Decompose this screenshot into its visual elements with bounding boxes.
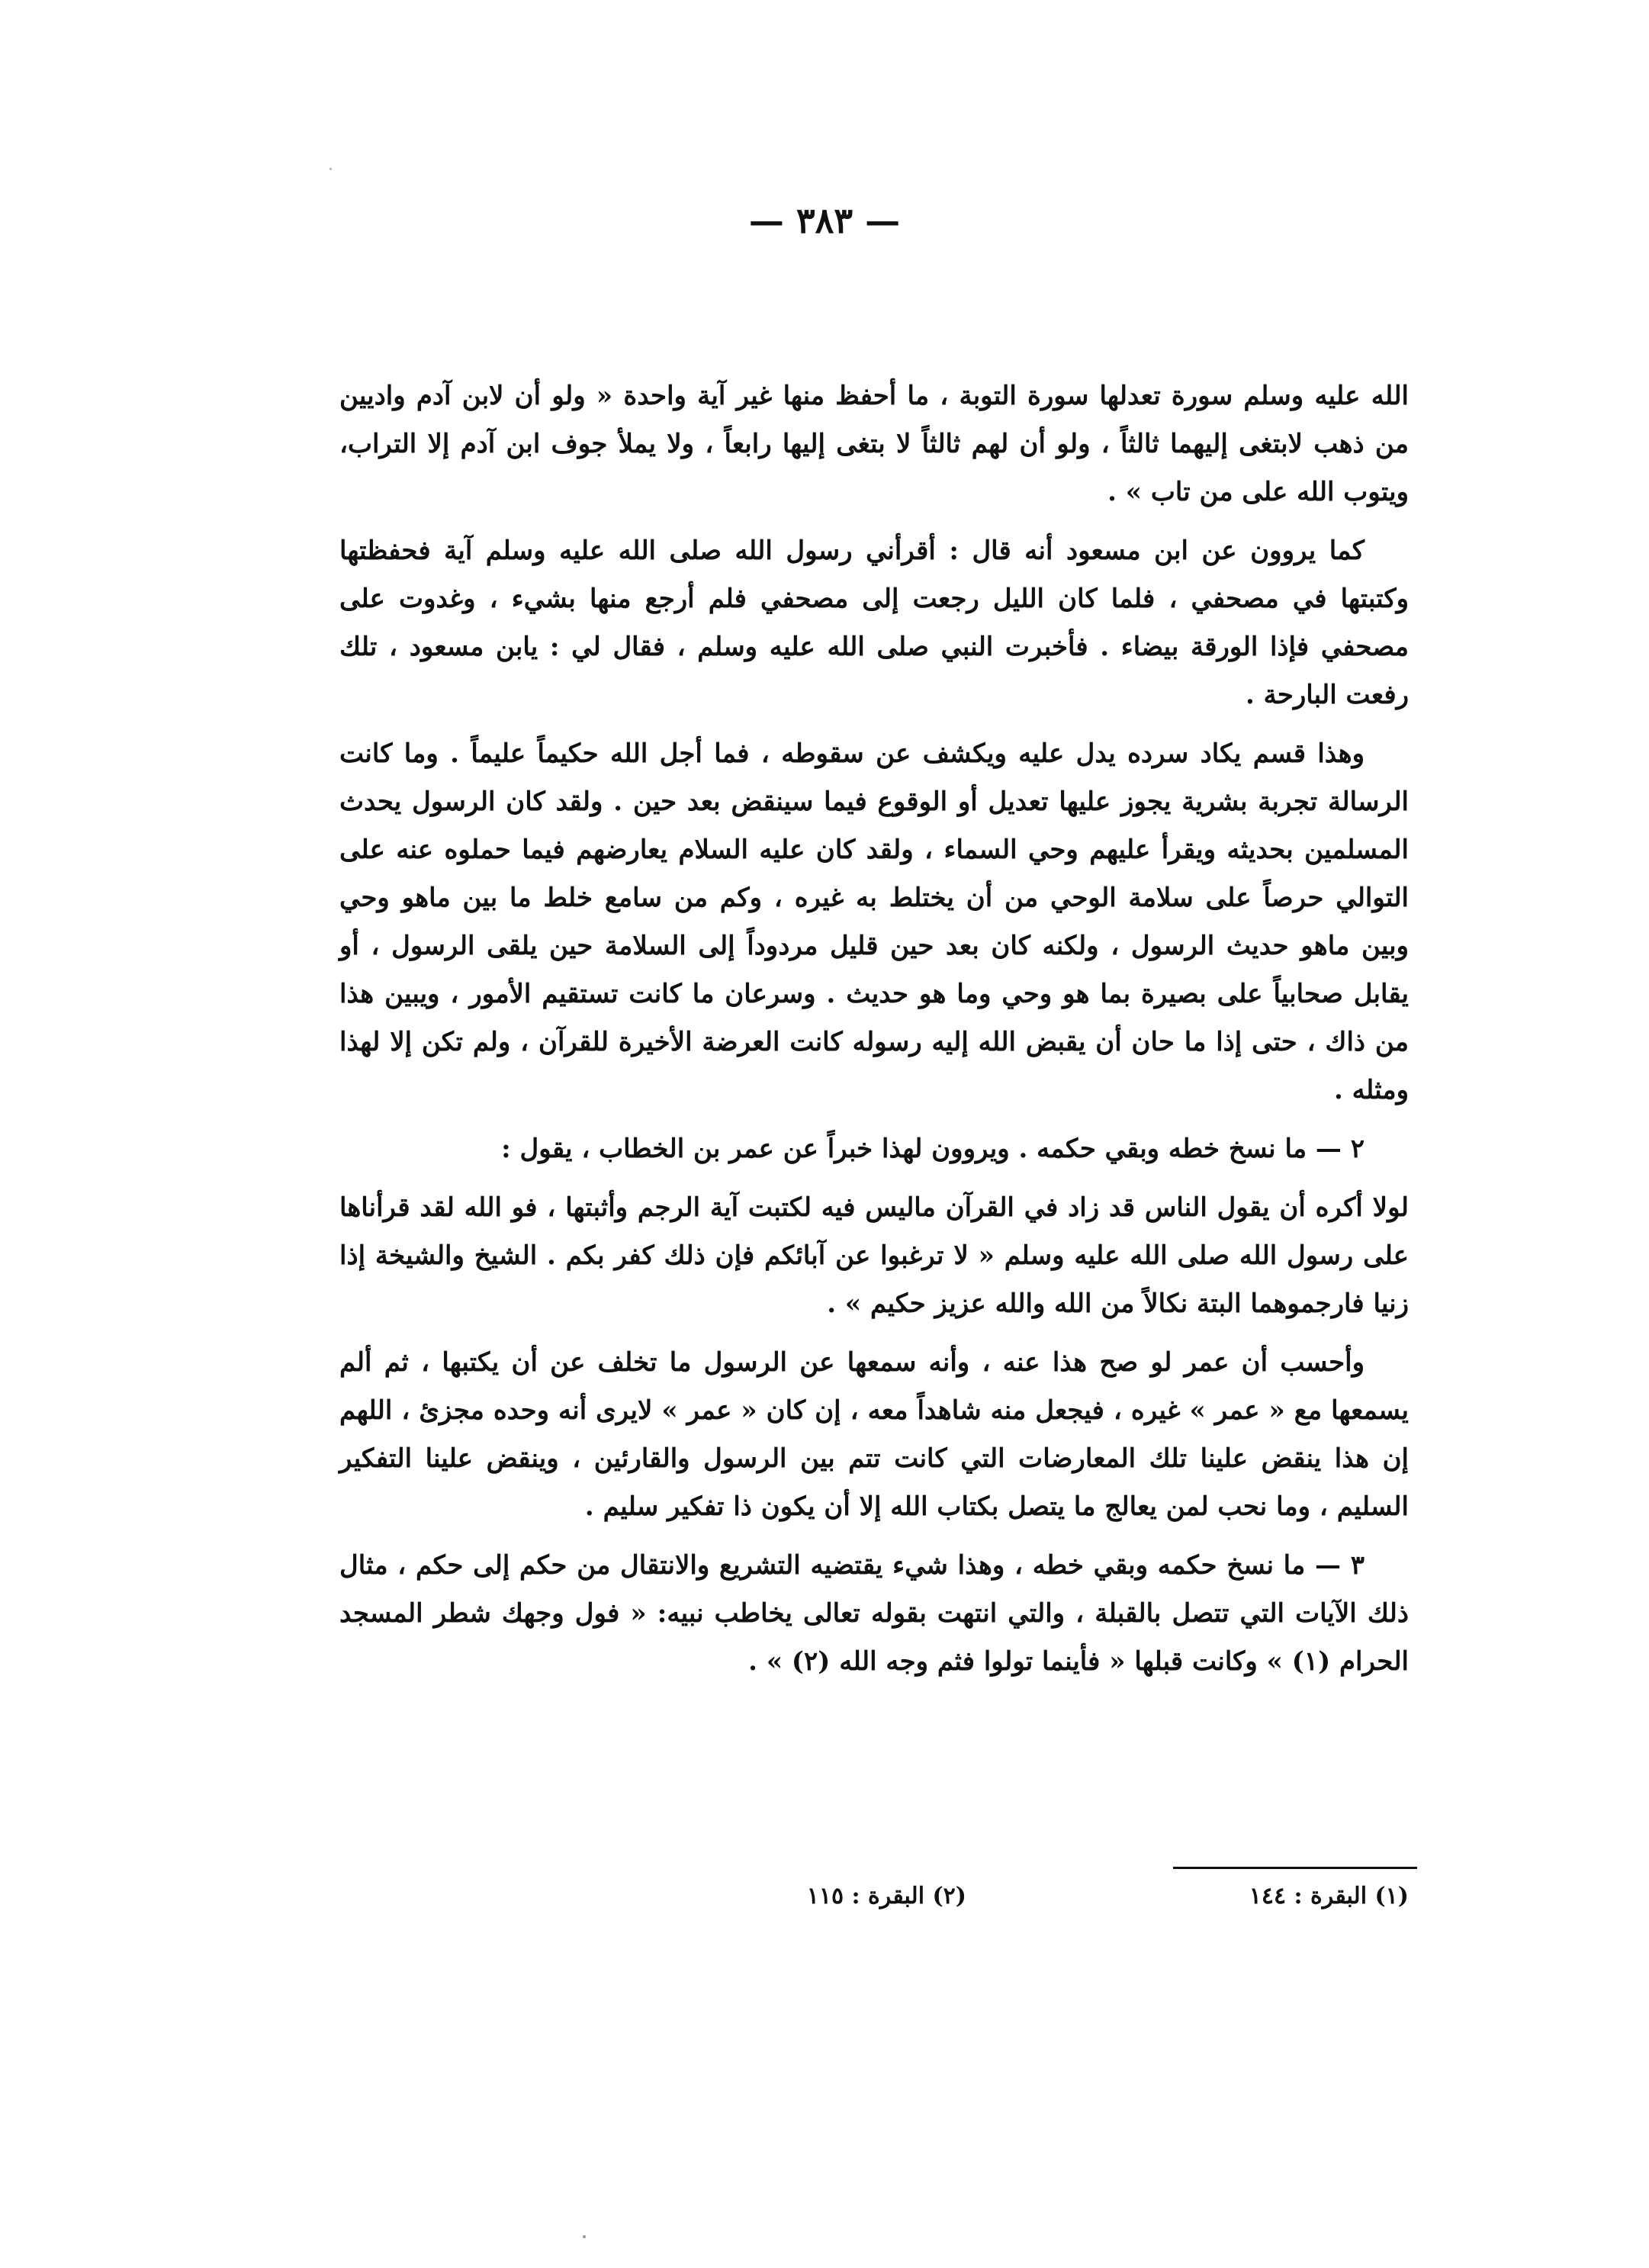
paragraph-umar-commentary: وأحسب أن عمر لو صح هذا عنه ، وأنه سمعها عن الرسول ما تخلف عن أن يكتبها ، ثم ألم يسمعها مع « عمر » غيره ، فيجعل منه شاهداً معه ، إن كان « عمر » لايرى أنه وحده مجزئ ، اللهم إن هذا ينقض علينا تلك المعارضات التي كانت تتم بين الرسول والقارئين ، وينقض علينا التفكير السليم ، وما نحب لمن يعالج ما يتصل بكتاب الله إلا أن يكون ذا تفكير سليم .: [339, 1347, 1409, 1522]
paragraph-commentary: وهذا قسم يكاد سرده يدل عليه ويكشف عن سقوطه ، فما أجل الله حكيماً عليماً . وما كانت الرسالة تجربة بشرية يجوز عليها تعديل أو الوقوع فيما سينقض بعد حين . ولقد كان الرسول يحدث المسلمين بحديثه ويقرأ عليهم وحي السماء ، ولقد كان عليه السلام يعارضهم فيما حملوه عنه على التوالي حرصاً على سلامة الوحي من أن يختلط به غيره ، وكم من سامع خلط ما بين ماهو وحي وبين ماهو حديث الرسول ، ولكنه كان بعد حين قليل مردوداً إلى السلامة حين يلقى الرسول ، أو يقابل صحابياً على بصيرة بما هو وحي وما هو حديث . وسرعان ما كانت تستقيم الأمور ، ويبين هذا من ذاك ، حتى إذا ما حان أن يقبض الله إليه رسوله كانت العرضة الأخيرة للقرآن ، ولم تكن إلا لهذا ومثله .: [339, 738, 1409, 1105]
paragraph-section-3: ٣ — ما نسخ حكمه وبقي خطه ، وهذا شيء يقتضيه التشريع والانتقال من حكم إلى حكم ، مثال ذلك الآيات التي تتصل بالقبلة ، والتي انتهت بقوله تعالى يخاطب نبيه: « فول وجهك شطر المسجد الحرام (١) » وكانت قبلها « فأينما تولوا فثم وجه الله (٢) » .: [339, 1550, 1409, 1677]
paragraph-umar-quote: لولا أكره أن يقول الناس قد زاد في القرآن ماليس فيه لكتبت آية الرجم وأثبتها ، فو الله لقد قرأناها على رسول الله صلى الله عليه وسلم « لا ترغبوا عن آبائكم فإن ذلك كفر بكم . الشيخ والشيخة إذا زنيا فارجموهما البتة نكالاً من الله والله عزيز حكيم » .: [339, 1192, 1409, 1319]
page-number: — ٣٨٣ —: [748, 200, 901, 241]
footnote-2: (٢) البقرة : ١١٥: [806, 1883, 966, 1909]
footnote-divider: [1173, 1867, 1417, 1869]
footnote-1: (١) البقرة : ١٤٤: [1249, 1883, 1409, 1909]
scan-speck: [583, 2235, 586, 2238]
body-text: [339, 372, 1409, 1697]
paragraph-section-2-heading: ٢ — ما نسخ خطه وبقي حكمه . ويروون لهذا خبراً عن عمر بن الخطاب ، يقول :: [501, 1134, 1365, 1164]
paragraph-ibn-masud: كما يروون عن ابن مسعود أنه قال : أقرأني رسول الله صلى الله عليه وسلم آية فحفظتها وكتبتها في مصحفي ، فلما كان الليل رجعت إلى مصحفي فلم أرجع منها بشيء ، وغدوت على مصحفي فإذا الورقة بيضاء . فأخبرت النبي صلى الله عليه وسلم ، فقال لي : يابن مسعود ، تلك رفعت البارحة .: [339, 536, 1409, 710]
paragraph-hadith-continuation: الله عليه وسلم سورة تعدلها سورة التوبة ، ما أحفظ منها غير آية واحدة « ولو أن لابن آدم واديين من ذهب لابتغى إليهما ثالثاً ، ولو أن لهم ثالثاً لا بتغى إليها رابعاً ، ولا يملأ جوف ابن آدم إلا التراب، ويتوب الله على من تاب » .: [339, 381, 1409, 507]
scan-speck: [329, 168, 332, 170]
